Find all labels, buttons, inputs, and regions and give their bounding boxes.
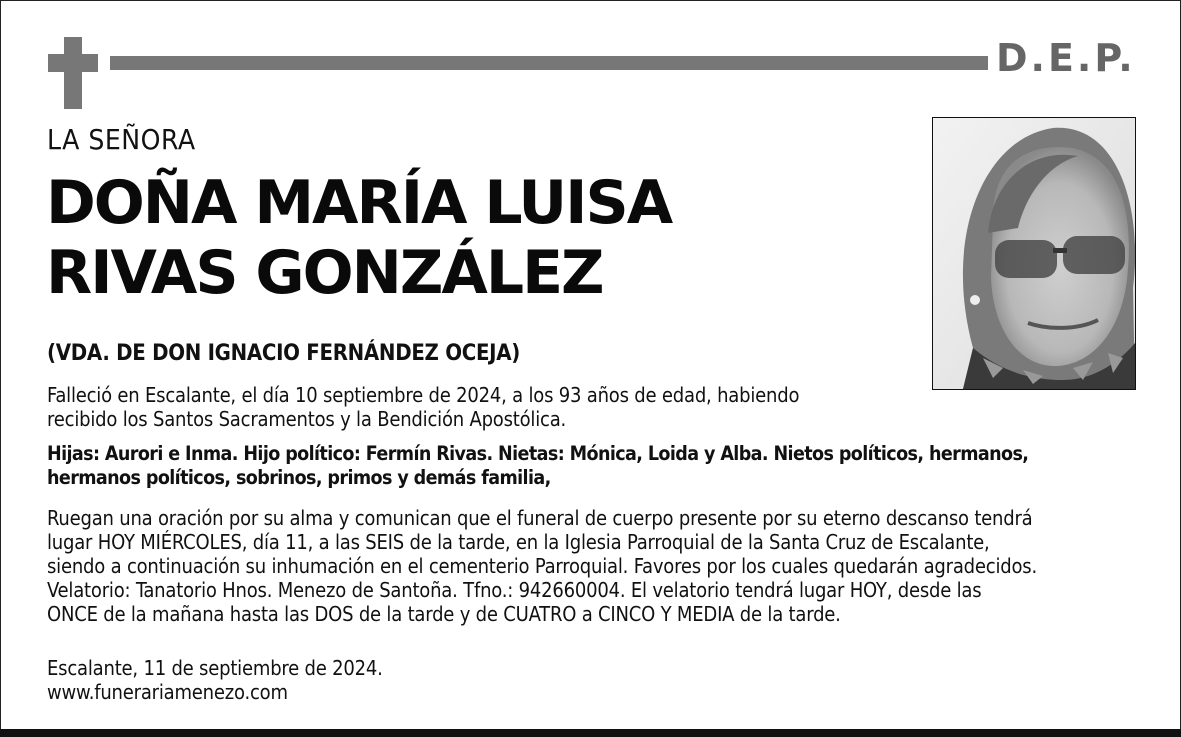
- cross-icon: [64, 37, 82, 109]
- deceased-name: [46, 168, 671, 308]
- dep-label: D.E.P.: [996, 36, 1136, 80]
- bottom-bar: [0, 729, 1181, 737]
- cross-icon-bar: [48, 54, 98, 72]
- website-link[interactable]: www.funerariamenezo.com: [47, 680, 288, 704]
- text-line: siendo a continuación su inhumación en el cementerio Parroquial. Favores por los cuales quedarán agradecidos.: [47, 554, 1037, 578]
- text-line: ONCE de la mañana hasta las DOS de la tarde y de CUATRO a CINCO Y MEDIA de la tarde.: [47, 602, 841, 626]
- funeral-paragraph: [47, 506, 1037, 626]
- portrait-photo: [932, 117, 1136, 390]
- closing-paragraph: [47, 656, 383, 704]
- text-line: lugar HOY MIÉRCOLES, día 11, a las SEIS de la tarde, en la Iglesia Parroquial de la Santa Cruz de Escalante,: [47, 530, 990, 554]
- text-line: Falleció en Escalante, el día 10 septiembre de 2024, a los 93 años de edad, habiendo: [47, 383, 800, 407]
- text-line: hermanos políticos, sobrinos, primos y demás familia,: [47, 466, 551, 489]
- title-prefix: LA SEÑORA: [47, 123, 196, 156]
- death-paragraph: [47, 383, 799, 431]
- text-line: Hijas: Aurori e Inma. Hijo político: Fermín Rivas. Nietas: Mónica, Loida y Alba. Nietos políticos, hermanos,: [47, 442, 1029, 465]
- header-rule: [110, 56, 988, 70]
- family-paragraph: [47, 442, 1028, 490]
- name-line-1: DOÑA MARÍA LUISA: [46, 168, 672, 238]
- text-line: Velatorio: Tanatorio Hnos. Menezo de Santoña. Tfno.: 942660004. El velatorio tendrá lugar HOY, desde las: [47, 578, 982, 602]
- name-line-2: RIVAS GONZÁLEZ: [46, 238, 603, 308]
- text-line: Ruegan una oración por su alma y comunican que el funeral de cuerpo presente por su eterno descanso tendrá: [47, 506, 1033, 530]
- place-date: Escalante, 11 de septiembre de 2024.: [47, 656, 383, 680]
- widow-of: (VDA. DE DON IGNACIO FERNÁNDEZ OCEJA): [47, 341, 520, 366]
- text-line: recibido los Santos Sacramentos y la Bendición Apostólica.: [47, 407, 567, 431]
